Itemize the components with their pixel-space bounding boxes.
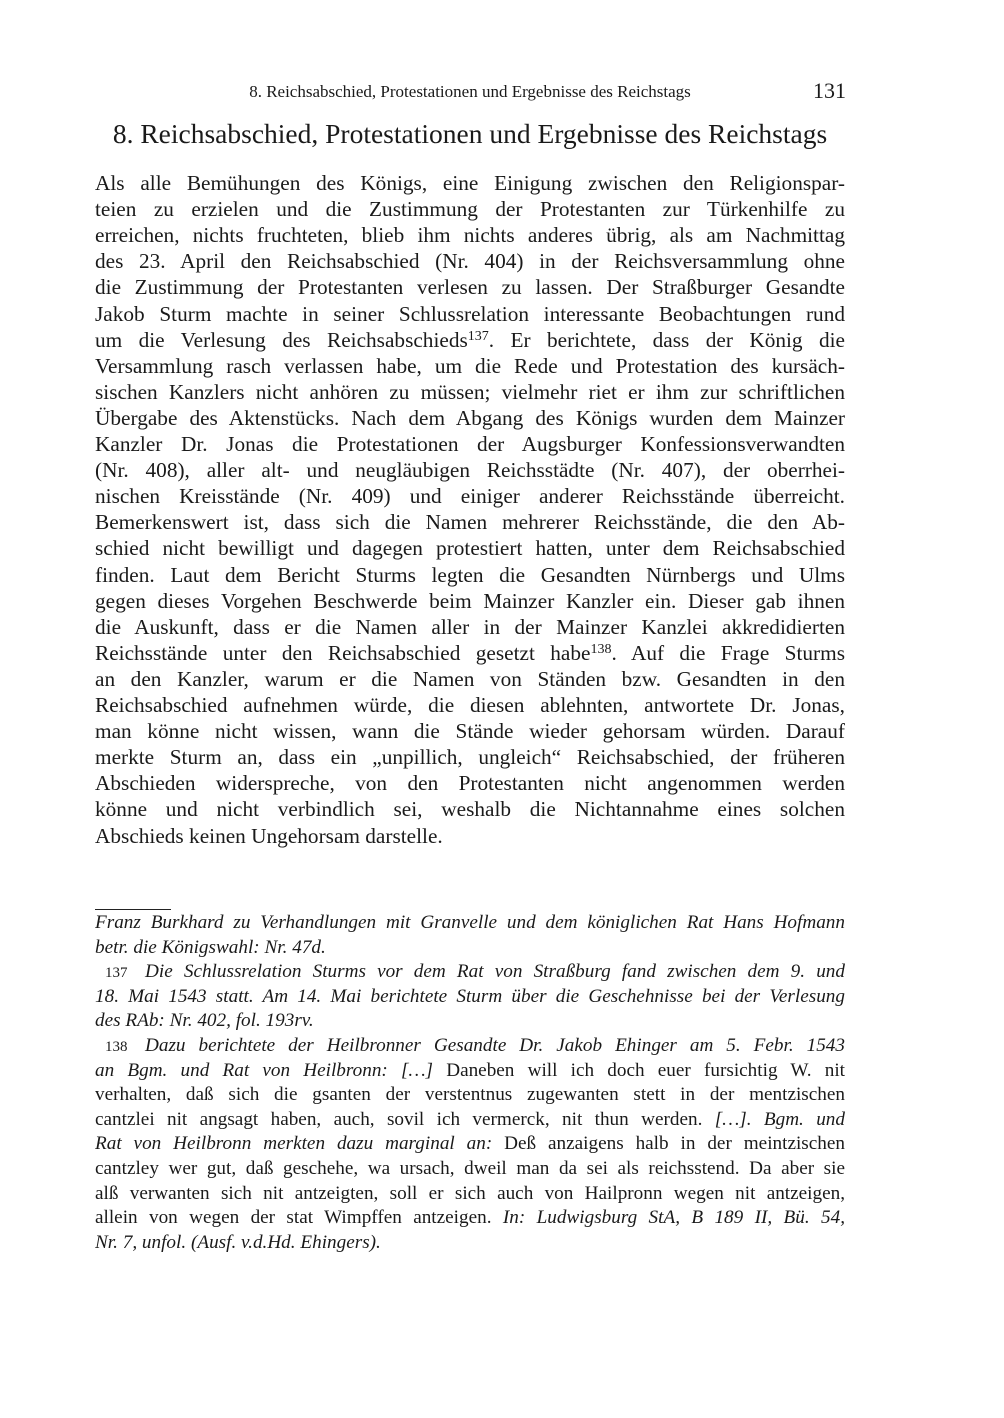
text-segment: Reichsabschied aufnehmen würde, die diesen ablehnten, antwortete Dr. Jonas, [95,693,845,717]
text-segment: Franz Burkhard zu Verhandlungen mit Granvelle und dem königlichen Rat Hans Hofmann [95,912,845,933]
footnote-line [95,1131,845,1156]
footnote-line [95,1205,845,1230]
footnote-line [95,1156,845,1181]
body-line [95,196,845,222]
footnote-line [95,1033,845,1058]
body-line [95,718,845,744]
text-segment: Kanzler Dr. Jonas die Protestationen der Augsburger Konfessionsverwandten [95,432,845,456]
text-segment: . Auf die Frage Sturms [611,640,845,665]
page-number: 131 [813,78,846,103]
body-line [95,744,845,770]
text-segment: teien zu erzielen und die Zustimmung der Protestanten zur Türkenhilfe zu [95,197,845,222]
text-segment: merkte Sturm an, dass ein „unpillich, ungleich“ Reichsabschied, der früheren [95,745,845,770]
body-line [95,770,845,796]
footnote-line [95,1181,845,1206]
footnote-line [95,959,845,984]
text-segment: Versammlung rasch verlassen habe, um die Rede und Protestation des kursäch- [95,353,845,378]
footnote-line [95,1107,845,1132]
text-segment: sischen Kanzlers nicht anhören zu müssen; vielmehr riet er ihm zur schriftlichen [95,379,845,404]
body-line [95,431,845,457]
body-line [95,222,845,248]
text-segment: an Bgm. und Rat von Heilbronn: […] [95,1059,447,1081]
body-line [95,170,845,196]
footnote-reference: 137 [467,328,489,344]
text-segment: Nr. 7, unfol. (Ausf. v.d.Hd. Ehingers). [95,1231,381,1253]
footnote-line [95,935,845,960]
body-line [95,327,845,353]
body-line [95,562,845,588]
text-segment: Die Schlussrelation Sturms vor dem Rat von Straßburg fand zwischen dem 9. und [145,961,845,983]
text-segment: an den Kanzler, warum er die Namen von Ständen bzw. Gesandten in den [95,666,845,691]
footnote-reference: 138 [105,1039,128,1055]
text-segment: […]. Bgm. und [714,1108,845,1130]
text-segment: Abschieden widerspreche, von den Protestanten nicht angenommen werden [95,771,845,796]
body-line [95,614,845,640]
text-segment: Rat von Heilbronn merkten dazu marginal an: [95,1133,505,1155]
text-segment: cantzley wer gut, daß geschehe, wa ursach, dweil man da sei als reichsstend. Da aber sie [95,1158,845,1179]
body-line [95,379,845,405]
body-line [95,301,845,327]
text-segment: Jakob Sturm machte in seiner Schlussrelation interessante Beobachtungen rund [95,301,845,326]
footnote-line [95,1008,845,1033]
body-line [95,353,845,379]
body-line [95,405,845,431]
body-line [95,483,845,509]
text-segment: gegen dieses Vorgehen Beschwerde beim Mainzer Kanzler ein. Dieser gab ihnen [95,588,845,613]
footnote-reference: 137 [105,965,128,982]
body-line [95,509,845,535]
text-segment: Übergabe des Aktenstücks. Nach dem Abgang des Königs wurden dem Mainzer [95,405,845,430]
text-segment: des 23. April den Reichsabschied (Nr. 404) in der Reichsversammlung ohne [95,249,845,274]
body-line [95,692,845,718]
footnote-line [95,1082,845,1107]
body-line [95,248,845,274]
text-segment: Dazu berichtete der Heilbronner Gesandte Dr. Jakob Ehinger am 5. Febr. 1543 [145,1035,845,1056]
body-line [95,796,845,822]
text-segment: Bemerkenswert ist, dass sich die Namen mehrerer Reichsstände, die den Ab- [95,510,845,535]
text-segment: die Auskunft, dass er die Namen aller in der Mainzer Kanzlei akkredidierten [95,614,845,639]
body-line [95,457,845,483]
text-segment: alß verwanten sich nit antzeigten, soll er sich auch von Hailpronn wegen nit antzeigen, [95,1182,845,1204]
body-line [95,588,845,614]
text-segment: allein von wegen der stat Wimpffen antzeigen. [95,1207,503,1229]
text-segment: Deß anzaigens halb in der meintzischen [504,1133,845,1155]
text-segment: 18. Mai 1543 statt. Am 14. Mai berichtete Sturm über die Geschehnisse bei der Verlesung [95,985,845,1007]
text-segment: betr. die Königswahl: Nr. 47d. [95,936,326,958]
text-segment: In: Ludwigsburg StA, B 189 II, Bü. 54, [502,1207,845,1229]
text-segment: Daneben will ich doch euer fursichtig W. nit [446,1059,845,1081]
text-segment: cantzlei nit angsagt haben, auch, sovil ich vermerck, nit thun werden. [95,1108,715,1130]
text-segment: des RAb: Nr. 402, fol. 193rv. [95,1010,314,1032]
text-segment: Abschieds keinen Ungehorsam darstelle. [95,823,443,848]
text-segment: verhalten, daß sich die gsanten der verstentnus zugewanten stett in der mentzischen [95,1084,845,1106]
text-segment: nischen Kreisstände (Nr. 409) und einiger anderer Reichsstände überreicht. [95,484,845,509]
footnote-line [95,984,845,1009]
text-segment: könne und nicht verbindlich sei, weshalb die Nichtannahme eines solchen [95,797,845,822]
text-segment: man könne nicht wissen, wann die Stände wieder gehorsam würden. Darauf [95,719,845,744]
text-segment: finden. Laut dem Bericht Sturms legten die Gesandten Nürnbergs und Ulms [95,562,845,587]
text-segment: . Er berichtete, dass der König die [488,327,845,352]
footnote-line [95,910,845,935]
running-head: 8. Reichsabschied, Protestationen und Ergebnisse des Reichstags [249,82,691,101]
section-title: 8. Reichsabschied, Protestationen und Ergebnisse des Reichstags [112,118,828,149]
text-segment: Als alle Bemühungen des Königs, eine Einigung zwischen den Religionspar- [95,171,845,195]
footnote-reference: 138 [590,641,612,657]
text-segment: erreichen, nichts fruchteten, blieb ihm nichts anderes übrig, als am Nachmittag [95,223,845,248]
text-segment: um die Verlesung des Reichsabschieds [95,327,468,352]
body-line [95,274,845,300]
body-line [95,640,845,666]
body-line [95,535,845,561]
body-line [95,666,845,692]
footnote-line [95,1058,845,1083]
text-segment: Reichsstände unter den Reichsabschied gesetzt habe [95,640,591,665]
footnote-line [95,1230,845,1255]
text-segment: (Nr. 408), aller alt- und neugläubigen Reichsstädte (Nr. 407), der oberrhei- [95,458,845,483]
text-segment: schied nicht bewilligt und dagegen protestiert hatten, unter dem Reichsabschied [95,536,845,561]
body-line [95,823,845,849]
text-segment: die Zustimmung der Protestanten verlesen zu lassen. Der Straßburger Gesandte [95,275,845,300]
